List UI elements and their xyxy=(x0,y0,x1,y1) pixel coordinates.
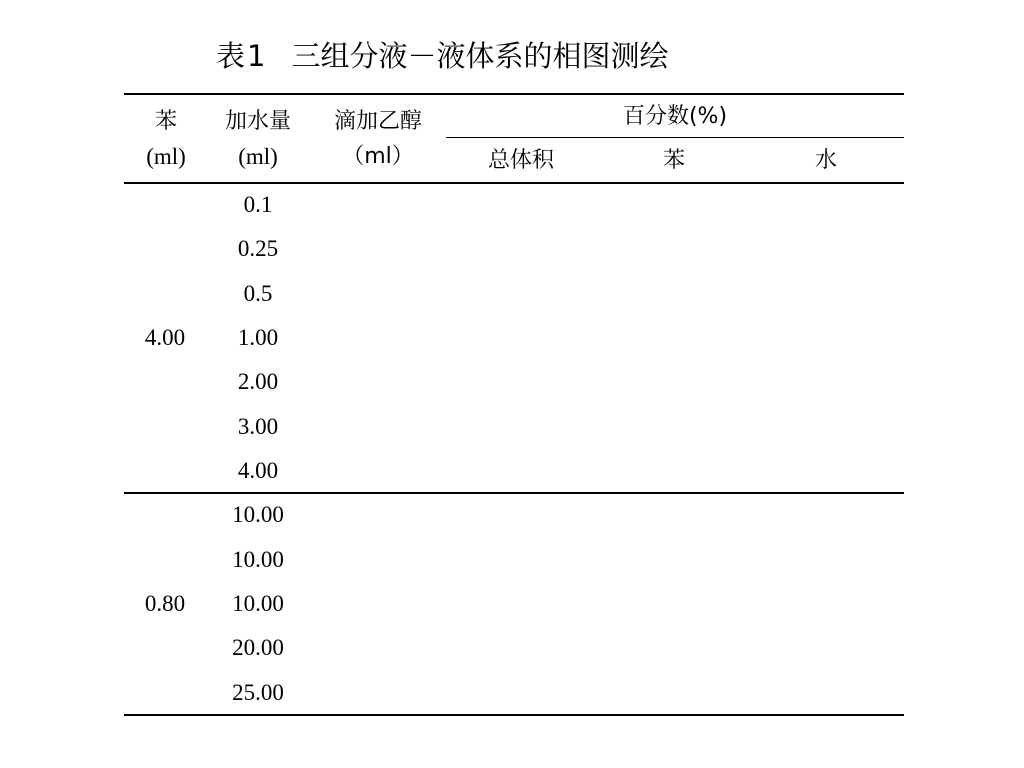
table-header-rule xyxy=(124,182,904,184)
benzene-group-2-value: 0.80 xyxy=(144,591,186,616)
header-ethanol-added-unit: （ml） xyxy=(342,144,414,169)
table-title-text: 三组分液－液体系的相图测绘 xyxy=(291,39,669,73)
header-ethanol-added: 滴加乙醇 xyxy=(333,109,422,134)
header-water-pct: 水 xyxy=(814,148,837,173)
table-top-rule xyxy=(124,93,904,95)
header-benzene-unit: (ml) xyxy=(146,144,186,169)
water-added-cell: 4.00 xyxy=(237,458,279,483)
water-added-cell: 1.00 xyxy=(237,325,279,350)
header-water-added-unit: (ml) xyxy=(238,144,278,169)
water-added-cell: 2.00 xyxy=(237,369,279,394)
water-added-cell: 20.00 xyxy=(232,635,284,660)
header-water-added: 加水量 xyxy=(224,109,291,134)
water-added-cell: 25.00 xyxy=(232,680,284,705)
table-bottom-rule xyxy=(124,714,904,716)
benzene-group-1-value: 4.00 xyxy=(144,325,186,350)
percentage-group-rule xyxy=(446,137,904,138)
table-title-prefix: 表 xyxy=(216,39,246,73)
header-total-volume: 总体积 xyxy=(487,148,554,173)
table-title xyxy=(216,34,776,78)
water-added-cell: 3.00 xyxy=(237,414,279,439)
water-added-cell: 10.00 xyxy=(232,591,284,616)
header-benzene-pct: 苯 xyxy=(662,148,685,173)
water-added-cell: 0.25 xyxy=(237,236,279,261)
water-added-cell: 0.1 xyxy=(243,192,273,217)
header-benzene: 苯 xyxy=(154,109,177,134)
water-added-cell: 10.00 xyxy=(232,547,284,572)
water-added-cell: 10.00 xyxy=(232,502,284,527)
table-group-divider xyxy=(124,492,904,494)
header-percentage-group: 百分数(%) xyxy=(622,104,728,129)
table-title-number: 1 xyxy=(247,39,266,73)
water-added-cell: 0.5 xyxy=(243,281,273,306)
